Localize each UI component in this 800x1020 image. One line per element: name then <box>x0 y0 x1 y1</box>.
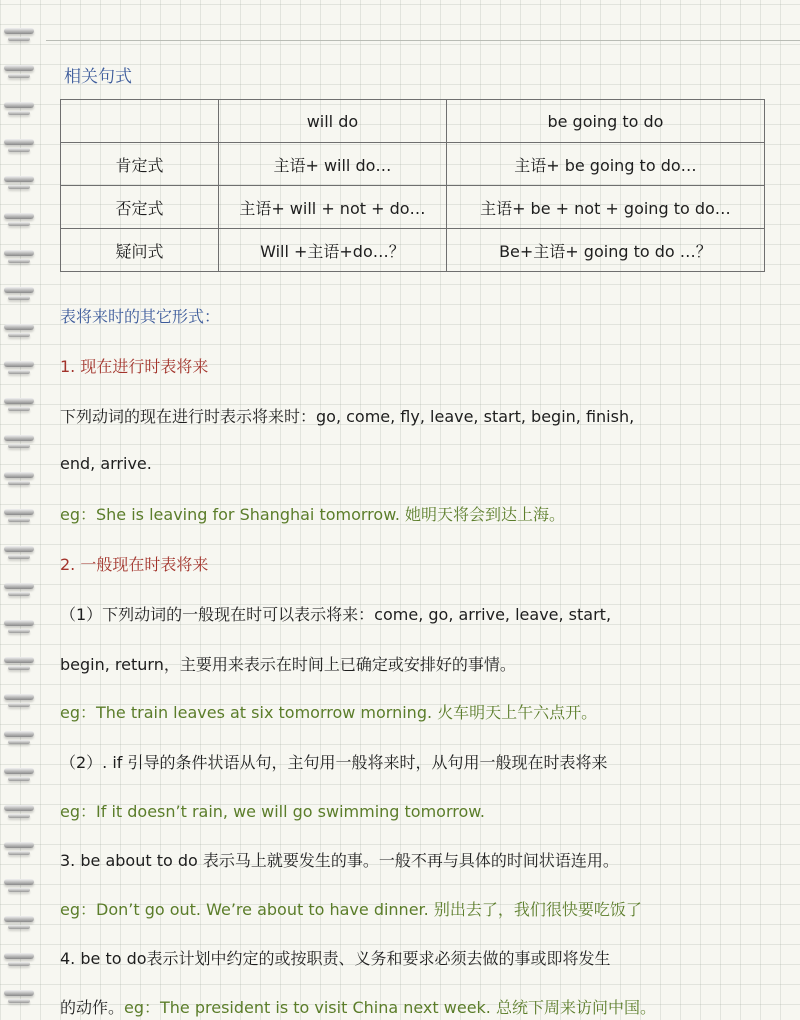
spiral-ring <box>4 953 34 959</box>
spiral-ring <box>4 139 34 145</box>
spiral-ring <box>8 925 30 929</box>
section-2-point-1-line-2: begin, return，主要用来表示在时间上已确定或安排好的事情。 <box>60 655 516 674</box>
spiral-ring <box>8 703 30 707</box>
table-row <box>61 229 765 272</box>
section-4-text-line-1: 4. be to do表示计划中约定的或按职责、义务和要求必须去做的事或即将发生 <box>60 949 611 968</box>
spiral-ring <box>4 879 34 885</box>
spiral-ring <box>4 768 34 774</box>
spiral-ring <box>4 213 34 219</box>
spiral-ring <box>4 620 34 626</box>
section-2-point-2: （2）. if 引导的条件状语从句，主句用一般将来时，从句用一般现在时表将来 <box>60 753 608 772</box>
table-cell: 主语+ be + not + going to do… <box>446 186 764 229</box>
table-row <box>61 186 765 229</box>
spiral-ring <box>8 777 30 781</box>
notebook-spiral-binding <box>0 0 40 1020</box>
spiral-ring <box>4 694 34 700</box>
spiral-ring <box>8 851 30 855</box>
spiral-ring <box>8 333 30 337</box>
spiral-ring <box>4 657 34 663</box>
spiral-ring <box>4 916 34 922</box>
section-1-text-line-1: 下列动词的现在进行时表示将来时：go, come, fly, leave, start, begin, finish, <box>60 407 635 426</box>
spiral-ring <box>4 472 34 478</box>
spiral-ring <box>8 185 30 189</box>
spiral-ring <box>8 592 30 596</box>
table-header-cell: be going to do <box>446 100 764 143</box>
table-cell: Be+主语+ going to do …？ <box>446 229 764 272</box>
spiral-ring <box>4 546 34 552</box>
section-3-text: 3. be about to do 表示马上就要发生的事。一般不再与具体的时间状语连用。 <box>60 851 619 870</box>
table-row-label: 否定式 <box>61 186 219 229</box>
spiral-ring <box>8 296 30 300</box>
spiral-ring <box>8 999 30 1003</box>
spiral-ring <box>8 888 30 892</box>
spiral-ring <box>4 287 34 293</box>
table-cell: 主语+ will do… <box>219 143 447 186</box>
spiral-ring <box>8 740 30 744</box>
spiral-ring <box>4 842 34 848</box>
table-header-row <box>61 100 765 143</box>
spiral-ring <box>4 250 34 256</box>
section-1-title: 1. 现在进行时表将来 <box>60 357 209 376</box>
section-2-title: 2. 一般现在时表将来 <box>60 555 209 574</box>
spiral-ring <box>8 555 30 559</box>
spiral-ring <box>8 962 30 966</box>
other-forms-title: 表将来时的其它形式： <box>60 307 221 326</box>
spiral-ring <box>4 805 34 811</box>
section-4-text-prefix: 的动作。 <box>60 998 125 1017</box>
spiral-ring <box>8 444 30 448</box>
section-2-example-2: eg：If it doesn’t rain, we will go swimming tomorrow. <box>60 802 485 821</box>
spiral-ring <box>4 176 34 182</box>
spiral-ring <box>8 74 30 78</box>
table-cell: Will +主语+do…？ <box>219 229 447 272</box>
section-4-example: eg：The president is to visit China next week. 总统下周来访问中国。 <box>124 998 656 1017</box>
spiral-ring <box>8 666 30 670</box>
section-2-point-1-line-1: （1）下列动词的一般现在时可以表示将来：come, go, arrive, leave, start, <box>60 605 612 624</box>
section-1-text-line-2: end, arrive. <box>60 454 152 473</box>
table-row-label: 疑问式 <box>61 229 219 272</box>
spiral-ring <box>8 37 30 41</box>
spiral-ring <box>4 731 34 737</box>
section-2-example-1: eg：The train leaves at six tomorrow morning. 火车明天上午六点开。 <box>60 703 598 722</box>
table-header-cell <box>61 100 219 143</box>
spiral-ring <box>4 435 34 441</box>
spiral-ring <box>8 481 30 485</box>
spiral-ring <box>8 222 30 226</box>
spiral-ring <box>8 259 30 263</box>
spiral-ring <box>8 407 30 411</box>
section-3-example: eg：Don’t go out. We’re about to have dinner. 别出去了，我们很快要吃饭了 <box>60 900 642 919</box>
table-row-label: 肯定式 <box>61 143 219 186</box>
spiral-ring <box>4 65 34 71</box>
spiral-ring <box>4 583 34 589</box>
sentence-pattern-table <box>60 99 765 272</box>
section-4-text-line-2 <box>60 995 656 1018</box>
spiral-ring <box>4 361 34 367</box>
table-cell: 主语+ will + not + do… <box>219 186 447 229</box>
section-1-example: eg：She is leaving for Shanghai tomorrow. 她明天将会到达上海。 <box>60 505 565 524</box>
spiral-ring <box>4 102 34 108</box>
spiral-ring <box>4 509 34 515</box>
table-row <box>61 143 765 186</box>
section-title: 相关句式 <box>64 67 132 87</box>
table-header-cell: will do <box>219 100 447 143</box>
page-top-rule <box>46 40 800 41</box>
spiral-ring <box>4 28 34 34</box>
spiral-ring <box>8 111 30 115</box>
table-cell: 主语+ be going to do… <box>446 143 764 186</box>
spiral-ring <box>8 370 30 374</box>
spiral-ring <box>8 814 30 818</box>
spiral-ring <box>8 629 30 633</box>
spiral-ring <box>4 990 34 996</box>
spiral-ring <box>8 148 30 152</box>
spiral-ring <box>4 324 34 330</box>
spiral-ring <box>4 398 34 404</box>
spiral-ring <box>8 518 30 522</box>
